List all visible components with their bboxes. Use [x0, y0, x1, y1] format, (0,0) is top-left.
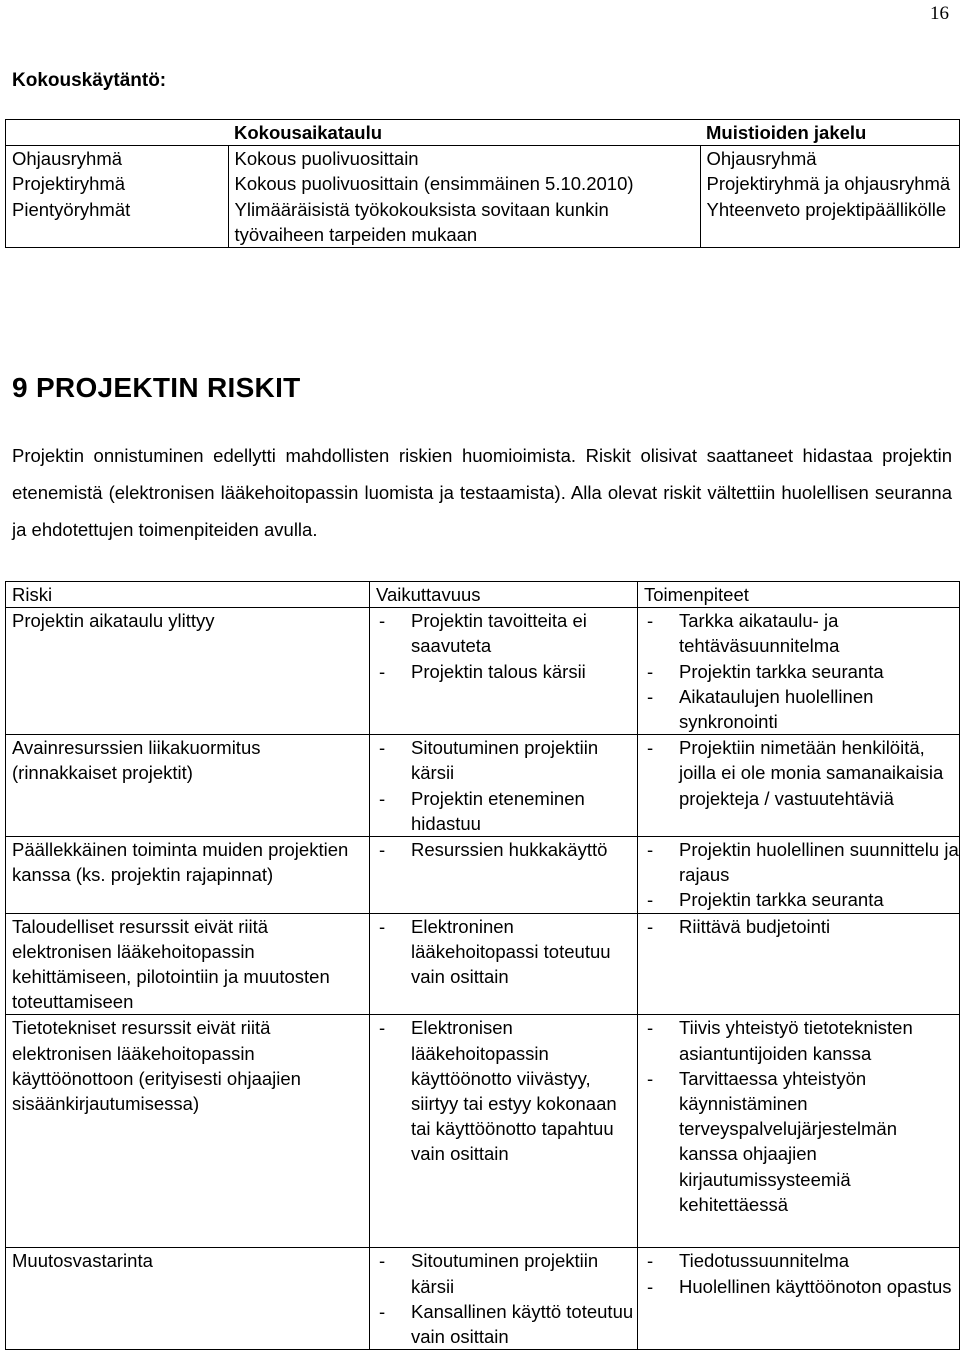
impacts-list — [376, 914, 637, 990]
impacts-list — [376, 837, 637, 862]
table-row — [6, 1015, 960, 1248]
action-cell — [638, 1248, 960, 1350]
distribution-cell: Projektiryhmä ja ohjausryhmä — [700, 171, 960, 196]
risk-cell: Muutosvastarinta — [6, 1248, 370, 1350]
list-item: - Tiedotussuunnitelma — [644, 1248, 959, 1273]
list-item: - Tarkka aikataulu- ja tehtäväsuunnitelma — [644, 608, 959, 658]
list-item: - Projektin eteneminen hidastuu — [376, 786, 637, 836]
risk-cell: Taloudelliset resurssit eivät riitä elektronisen lääkehoitopassin kehittämiseen, pilotointiin ja muutosten toteuttamiseen — [6, 913, 370, 1015]
risk-cell: Avainresurssien liikakuormitus (rinnakkaiset projektit) — [6, 735, 370, 837]
group-cell: Ohjausryhmä — [6, 146, 229, 172]
list-item: - Tarvittaessa yhteistyön käynnistäminen terveyspalvelujärjestelmän kanssa ohjaajien kirjautumissysteemiä kehitettäessä — [644, 1066, 959, 1217]
intro-text: Projektin onnistuminen edellytti mahdollisten riskien huomioimista. Riskit olisivat saattaneet hidastaa projektin etenemistä (elektronisen lääkehoitopassin luomista ja testaamista). Alla olevat riskit vältettiin huolellisen seuranna ja ehdotettujen toimenpiteiden avulla. — [12, 445, 952, 540]
list-item: - Projektin tarkka seuranta — [644, 659, 959, 684]
impact-cell — [370, 837, 638, 914]
impacts-list — [376, 1248, 637, 1349]
table-row — [6, 608, 960, 735]
action-cell — [638, 1015, 960, 1248]
list-item: - Projektin huolellinen suunnittelu ja rajaus — [644, 837, 959, 887]
list-item: - Sitoutuminen projektiin kärsii — [376, 735, 637, 785]
table-row — [6, 1248, 960, 1350]
list-item: - Projektin talous kärsii — [376, 659, 637, 684]
list-item: - Resurssien hukkakäyttö — [376, 837, 637, 862]
list-item: - Elektroninen lääkehoitopassi toteutuu vain osittain — [376, 914, 637, 990]
actions-list — [644, 608, 959, 734]
impact-cell — [370, 1015, 638, 1248]
impact-cell — [370, 913, 638, 1015]
meeting-heading: Kokouskäytäntö: — [12, 70, 167, 91]
distribution-cell: Ohjausryhmä — [700, 146, 960, 172]
table-row — [6, 837, 960, 914]
group-cell: Pientyöryhmät — [12, 198, 131, 220]
actions-list — [644, 735, 959, 811]
impact-cell — [370, 608, 638, 735]
list-item: - Projektiin nimetään henkilöitä, joilla ei ole monia samanaikaisia projekteja / vastuutehtäviä — [644, 735, 959, 811]
impacts-list — [376, 608, 637, 684]
list-item: - Sitoutuminen projektiin kärsii — [376, 1248, 637, 1298]
risk-table — [5, 581, 960, 1350]
table-row — [6, 913, 960, 1015]
page-number: 16 — [930, 3, 949, 24]
list-item: - Projektin tarkka seuranta — [644, 887, 959, 912]
risk-cell: Päällekkäinen toiminta muiden projektien kanssa (ks. projektin rajapinnat) — [6, 837, 370, 914]
risk-cell: Tietotekniset resurssit eivät riitä elektronisen lääkehoitopassin käyttöönottoon (erityisesti ohjaajien sisäänkirjautumisessa) — [6, 1015, 370, 1248]
action-cell — [638, 735, 960, 837]
header-cell: Vaikuttavuus — [370, 582, 638, 608]
action-cell — [638, 837, 960, 914]
actions-list — [644, 1248, 959, 1298]
actions-list — [644, 837, 959, 913]
header-cell: Muistioiden jakelu — [706, 122, 867, 143]
table-row — [6, 171, 960, 196]
header-cell: Riski — [6, 582, 370, 608]
table-row — [6, 146, 960, 172]
header-cell: Toimenpiteet — [638, 582, 960, 608]
schedule-cell: Kokous puolivuosittain (ensimmäinen 5.10.2010) — [228, 171, 700, 196]
header-cell — [6, 120, 229, 146]
impacts-list — [376, 1015, 637, 1166]
group-cell: Projektiryhmä — [12, 173, 126, 195]
impact-cell — [370, 735, 638, 837]
distribution-cell: Yhteenveto projektipäällikölle — [700, 197, 960, 248]
table-row — [6, 197, 960, 248]
risk-cell: Projektin aikataulu ylittyy — [6, 608, 370, 735]
meeting-table-header — [6, 120, 960, 146]
risk-table-header — [6, 582, 960, 608]
action-cell — [638, 913, 960, 1015]
impacts-list — [376, 735, 637, 836]
intro-paragraph — [12, 437, 952, 548]
schedule-cell: Kokous puolivuosittain — [228, 146, 700, 172]
section-title: 9 PROJEKTIN RISKIT — [12, 372, 301, 403]
table-row — [6, 735, 960, 837]
list-item: - Kansallinen käyttö toteutuu vain osittain — [376, 1299, 637, 1349]
list-item: - Tiivis yhteistyö tietoteknisten asiantuntijoiden kanssa — [644, 1015, 959, 1065]
actions-list — [644, 914, 959, 939]
list-item: - Riittävä budjetointi — [644, 914, 959, 939]
header-cell: Kokousaikataulu — [234, 122, 383, 143]
list-item: - Aikataulujen huolellinen synkronointi — [644, 684, 959, 734]
meeting-table — [5, 119, 960, 248]
list-item: - Projektin tavoitteita ei saavuteta — [376, 608, 637, 658]
actions-list — [644, 1015, 959, 1217]
list-item: - Huolellinen käyttöönoton opastus — [644, 1274, 959, 1299]
schedule-cell: Ylimääräisistä työkokouksista sovitaan kunkin työvaiheen tarpeiden mukaan — [228, 197, 700, 248]
impact-cell — [370, 1248, 638, 1350]
action-cell — [638, 608, 960, 735]
list-item: - Elektronisen lääkehoitopassin käyttöönotto viivästyy, siirtyy tai estyy kokonaan tai käyttöönotto tapahtuu vain osittain — [376, 1015, 637, 1166]
